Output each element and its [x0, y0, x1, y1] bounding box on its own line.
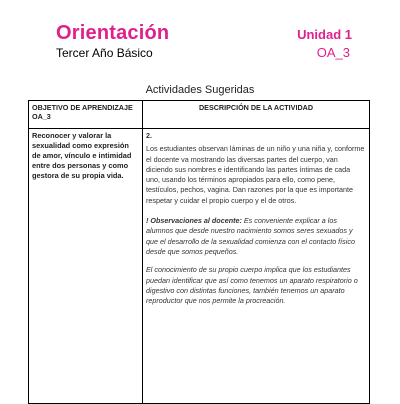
- unit-label: Unidad 1: [297, 27, 352, 42]
- oa-label: OA_3: [316, 45, 350, 60]
- activity-description: Los estudiantes observan láminas de un niño y una niña y, conforme el docente va mostrando las diversas partes del cuerpo, van diciendo sus nombres e identificando las partes íntimas de cada uno, usando los términos apropiados para ello, como pene, testículos, pechos, vagina. Dan razones por la que es importante respetar y cuidar el propio cuerpo y el de otros.: [146, 144, 365, 205]
- description-column-header: DESCRIPCIÓN DE LA ACTIVIDAD: [143, 101, 370, 129]
- section-title: Actividades Sugeridas: [145, 84, 255, 96]
- closing-paragraph: El conocimiento de su propio cuerpo implica que los estudiantes puedan identificar que así como tenemos un aparato respiratorio o digestivo con distintas funciones, también tenemos un aparato reproductor que nos permite la procreación.: [146, 265, 358, 306]
- observations-text: Es conveniente explicar a los alumnos que desde nuestro nacimiento somos seres sexuados y que el desarrollo de la sexualidad comienza con el contacto físico desde que somos pequeños.: [146, 216, 355, 256]
- objective-cell: Reconocer y valorar la sexualidad como expresión de amor, vínculo e intimidad entre dos personas y como gestora de su propia vida.: [29, 129, 143, 404]
- activity-cell: [143, 129, 370, 404]
- teacher-observations: [146, 216, 366, 257]
- observations-label: ! Observaciones al docente:: [146, 216, 242, 226]
- activities-table: [28, 100, 370, 404]
- table-row: [29, 129, 370, 404]
- objective-column-header: OBJETIVO DE APRENDIZAJE OA_3: [29, 101, 143, 129]
- grade-label: Tercer Año Básico: [56, 46, 153, 60]
- page-title: Orientación: [56, 22, 170, 44]
- table-header-row: [29, 101, 370, 129]
- activity-number: 2.: [146, 131, 152, 140]
